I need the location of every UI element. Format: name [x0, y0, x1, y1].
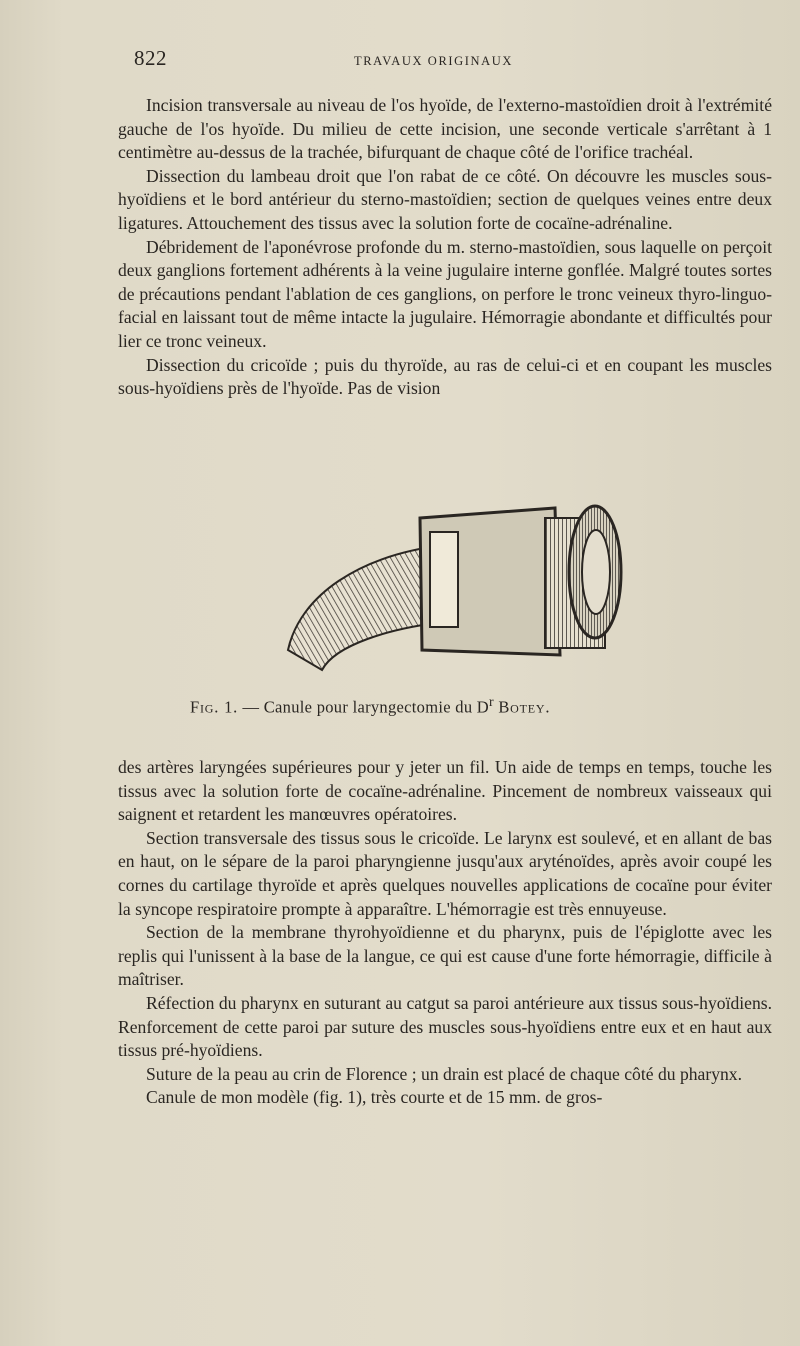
cannula-illustration — [270, 500, 630, 680]
running-head: TRAVAUX ORIGINAUX — [354, 54, 514, 68]
paragraph: Incision transversale au niveau de l'os hyoïde, de l'externo-mastoïdien droit à l'extrémité gauche de l'os hyoïde. Du milieu de cette incision, une seconde verticale s'arrêtant à 1 centimètre au-dessus de la trachée, bifurquant de chaque côté de l'orifice trachéal. — [118, 95, 772, 163]
cannula-slot — [430, 532, 458, 627]
figure-cannula — [270, 500, 630, 680]
paragraph-continuation: des artères laryngées supérieures pour y jeter un fil. Un aide de temps en temps, touche les tissus avec la solution forte de cocaïne-adrénaline. Pincement de nombreux vaisseaux qui saignent et retardent les manœuvres opératoires. — [118, 757, 772, 825]
page-number: 822 — [134, 46, 167, 70]
paragraph: Dissection du cricoïde ; puis du thyroïde, au ras de celui-ci et en coupant les muscles sous-hyoïdiens près de l'hyoïde. Pas de vision — [118, 354, 772, 399]
paragraph: Section de la membrane thyrohyoïdienne et du pharynx, puis de l'épiglotte avec les replis qui l'unissent à la base de la langue, ce qui est cause d'une forte hémorragie, difficile à maîtriser. — [118, 922, 772, 990]
paragraph: Débridement de l'aponévrose profonde du m. sterno-mastoïdien, sous laquelle on perçoit deux ganglions fortement adhérents à la veine jugulaire interne gonflée. Malgré toutes sortes de précautions pendant l'ablation de ces ganglions, on perfore le tronc veineux thyro-linguo-facial en laissant tout de même intacte la jugulaire. Hémorragie abondante et difficultés pour lier ce tronc veineux. — [118, 236, 772, 351]
text-block-top — [118, 94, 772, 401]
text-block-bottom — [118, 756, 772, 1110]
paragraph: Réfection du pharynx en suturant au catgut sa paroi antérieure aux tissus sous-hyoïdiens. Renforcement de cette paroi par suture des muscles sous-hyoïdiens entre eux et en haut aux tissus pré-hyoïdiens. — [118, 992, 772, 1061]
paragraph: Dissection du lambeau droit que l'on rabat de ce côté. On découvre les muscles sous-hyoïdiens et le bord antérieur du sterno-mastoïdien; section de quelques veines entre deux ligatures. Attouchement des tissus avec la solution forte de cocaïne-adrénaline. — [118, 165, 772, 233]
figure-caption — [190, 694, 710, 718]
caption-superscript: r — [489, 694, 494, 709]
paragraph: Canule de mon modèle (fig. 1), très courte et de 15 mm. de gros- — [146, 1087, 603, 1108]
page-header — [134, 46, 774, 76]
paragraph: Suture de la peau au crin de Florence ; un drain est placé de chaque côté du pharynx. — [146, 1063, 742, 1084]
paragraph: Section transversale des tissus sous le cricoïde. Le larynx est soulevé, et en allant de bas en haut, on le sépare de la paroi pharyngienne jusqu'aux aryténoïdes, après avoir coupé les cornes du cartilage thyroïde et après quelques nouvelles applications de cocaïne pour éviter la syncope respiratoire prompte à apparaître. L'hémorragie est très ennuyeuse. — [118, 827, 772, 919]
figure-label: Fig. 1. — [190, 697, 239, 717]
caption-text: — Canule pour laryngectomie du D — [242, 697, 490, 717]
caption-author: Botey. — [498, 697, 551, 717]
